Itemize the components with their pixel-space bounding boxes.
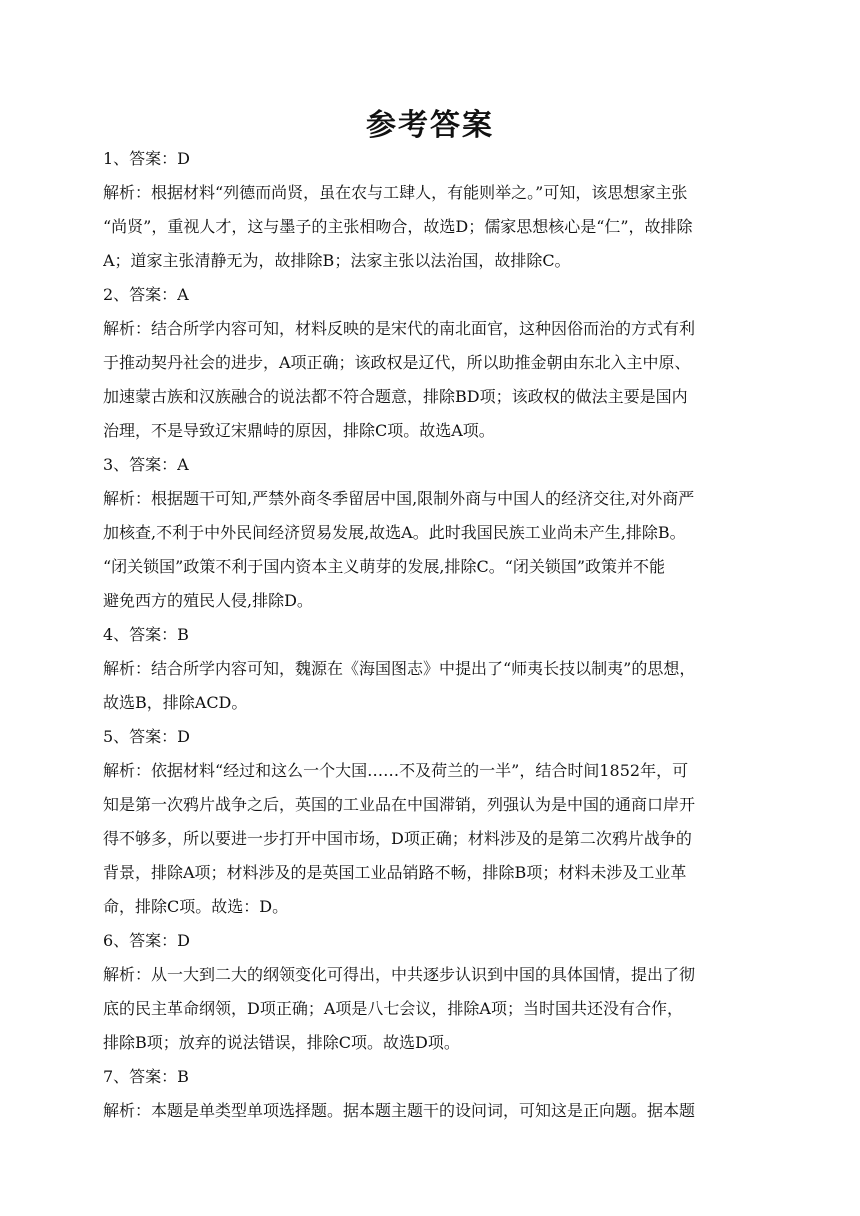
- explanation-line: 解析：根据题干可知,严禁外商冬季留居中国,限制外商与中国人的经济交往,对外商严: [103, 489, 695, 508]
- answer-list: [103, 142, 755, 1128]
- explanation-line: 解析：从一大到二大的纲领变化可得出，中共逐步认识到中国的具体国情，提出了彻: [103, 965, 696, 984]
- explanation-line: 治理，不是导致辽宋鼎峙的原因，排除C项。故选A项。: [103, 421, 495, 440]
- explanation-line: 避免西方的殖民人侵,排除D。: [103, 591, 313, 610]
- page-title: 参考答案: [366, 108, 494, 143]
- answer-item: [103, 618, 755, 720]
- answer-line: 2、答案：A: [103, 285, 189, 304]
- answer-line: 4、答案：B: [103, 625, 189, 644]
- explanation-line: “尚贤”，重视人才，这与墨子的主张相吻合，故选D；儒家思想核心是“仁”，故排除: [103, 217, 693, 236]
- explanation-line: 故选B，排除ACD。: [103, 693, 248, 712]
- explanation-line: 解析：依据材料“经过和这么一个大国……不及荷兰的一半”，结合时间1852年，可: [103, 761, 689, 780]
- explanation-line: 背景，排除A项；材料涉及的是英国工业品销路不畅，排除B项；材料未涉及工业革: [103, 863, 687, 882]
- answer-line: 6、答案：D: [103, 931, 191, 950]
- explanation-line: 排除B项；放弃的说法错误，排除C项。故选D项。: [103, 1033, 460, 1052]
- explanation-line: “闭关锁国”政策不利于国内资本主义萌芽的发展,排除C。“闭关锁国”政策并不能: [103, 557, 666, 576]
- answer-item: [103, 278, 755, 448]
- answer-item: [103, 924, 755, 1060]
- answer-item: [103, 720, 755, 924]
- answer-line: 7、答案：B: [103, 1067, 189, 1086]
- answer-line: 3、答案：A: [103, 455, 189, 474]
- answer-line: 5、答案：D: [103, 727, 191, 746]
- explanation-line: 解析：本题是单类型单项选择题。据本题主题干的设问词，可知这是正向题。据本题: [103, 1101, 696, 1120]
- explanation-line: 知是第一次鸦片战争之后，英国的工业品在中国滞销，列强认为是中国的通商口岸开: [103, 795, 696, 814]
- answer-line: 1、答案：D: [103, 149, 191, 168]
- answer-item: [103, 1060, 755, 1128]
- explanation-line: 底的民主革命纲领，D项正确；A项是八七会议，排除A项；当时国共还没有合作，: [103, 999, 683, 1018]
- explanation-line: 解析：根据材料“列德而尚贤，虽在农与工肆人，有能则举之。”可知，该思想家主张: [103, 183, 688, 202]
- explanation-line: 加速蒙古族和汉族融合的说法都不符合题意，排除BD项；该政权的做法主要是国内: [103, 387, 688, 406]
- explanation-line: A；道家主张清静无为，故排除B；法家主张以法治国，故排除C。: [103, 251, 571, 270]
- explanation-line: 解析：结合所学内容可知，魏源在《海国图志》中提出了“师夷长技以制夷”的思想，: [103, 659, 696, 678]
- explanation-line: 得不够多，所以要进一步打开中国市场，D项正确；材料涉及的是第二次鸦片战争的: [103, 829, 692, 848]
- explanation-line: 命，排除C项。故选：D。: [103, 897, 289, 916]
- explanation-line: 解析：结合所学内容可知，材料反映的是宋代的南北面官，这种因俗而治的方式有利: [103, 319, 696, 338]
- explanation-line: 加核查,不利于中外民间经济贸易发展,故选A。此时我国民族工业尚未产生,排除B。: [103, 523, 686, 542]
- answer-item: [103, 448, 755, 618]
- explanation-line: 于推动契丹社会的进步，A项正确；该政权是辽代，所以助推金朝由东北入主中原、: [103, 353, 691, 372]
- answer-item: [103, 142, 755, 278]
